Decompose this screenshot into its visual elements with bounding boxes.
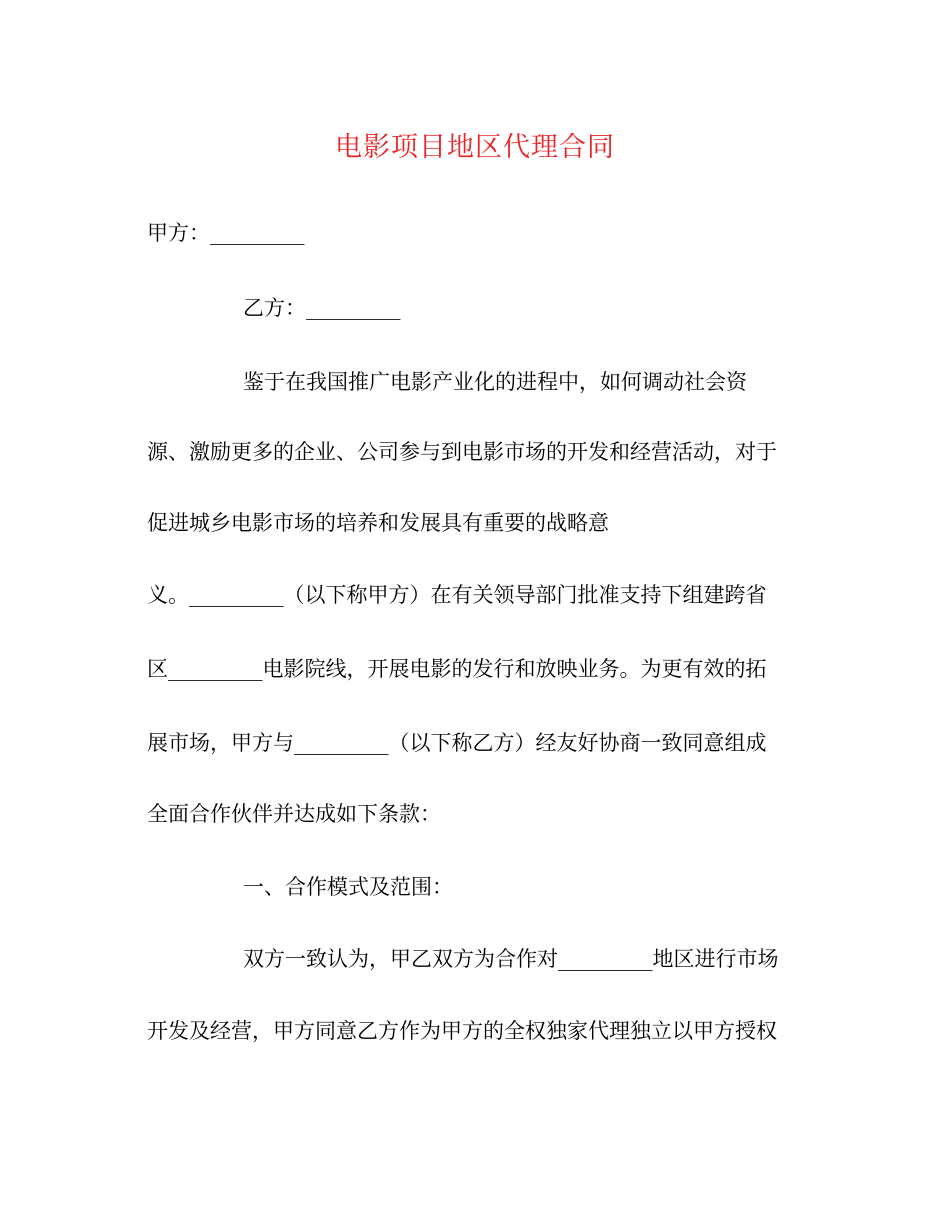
body-text-line: 义。_________（以下称甲方）在有关领导部门批准支持下组建跨省 — [147, 583, 767, 607]
section-heading: 一、合作模式及范围： — [243, 875, 453, 899]
body-text-line: 源、激励更多的企业、公司参与到电影市场的开发和经营活动，对于 — [147, 440, 777, 464]
section-text-line: 开发及经营，甲方同意乙方作为甲方的全权独家代理独立以甲方授权 — [147, 1019, 777, 1043]
body-text-line: 展市场，甲方与_________（以下称乙方）经友好协商一致同意组成 — [147, 731, 767, 755]
body-text-line: 全面合作伙伴并达成如下条款： — [147, 802, 441, 826]
document-title: 电影项目地区代理合同 — [335, 132, 615, 163]
body-text-line: 促进城乡电影市场的培养和发展具有重要的战略意 — [147, 511, 609, 535]
body-text-line: 鉴于在我国推广电影产业化的进程中，如何调动社会资 — [243, 370, 747, 394]
party-b-line: 乙方：_________ — [243, 296, 401, 320]
section-text-line: 双方一致认为，甲乙双方为合作对_________地区进行市场 — [243, 947, 779, 971]
party-a-line: 甲方：_________ — [147, 221, 305, 245]
body-text-line: 区_________电影院线，开展电影的发行和放映业务。为更有效的拓 — [147, 657, 767, 681]
